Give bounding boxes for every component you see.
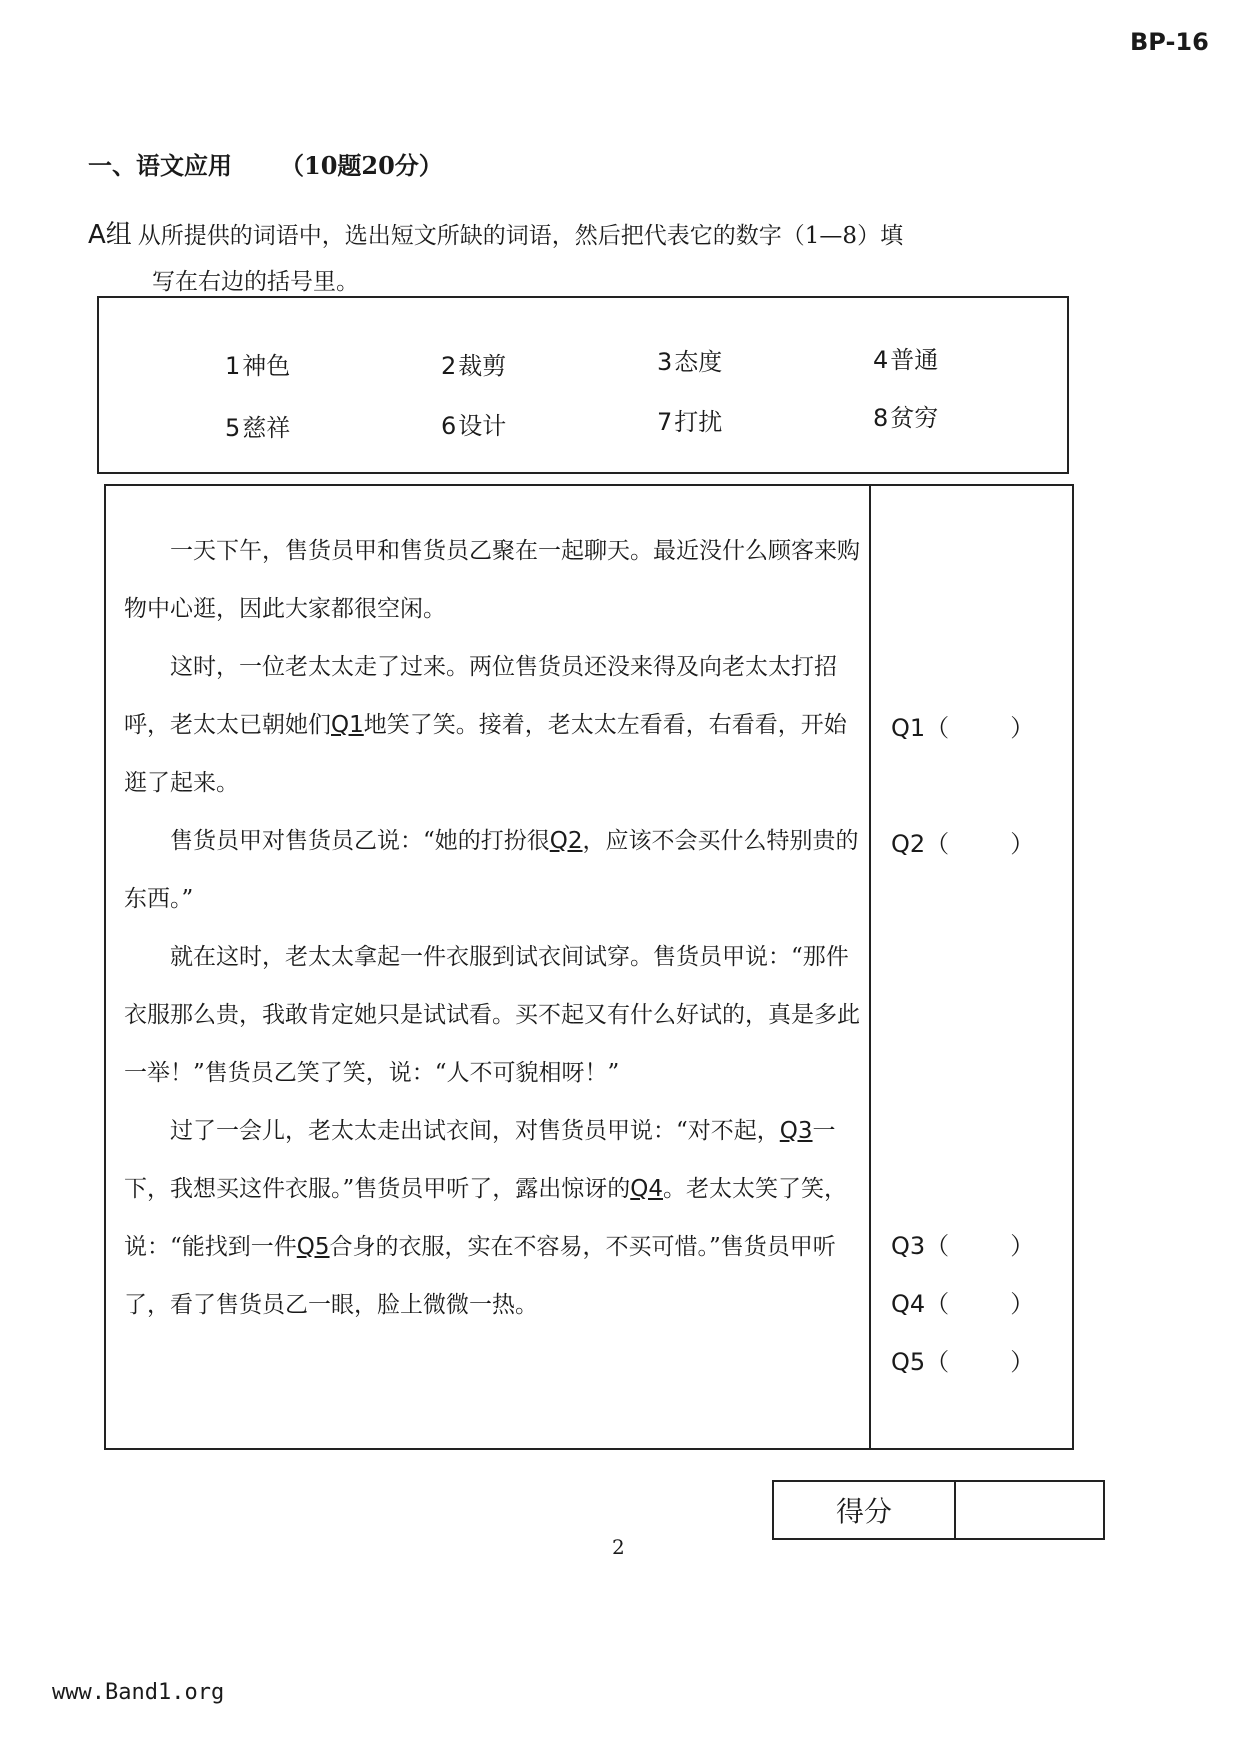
blank-q2: Q2 — [549, 828, 583, 854]
page-number: 2 — [612, 1535, 625, 1559]
word-option: 3态度 — [657, 348, 723, 376]
answer-slot-q4[interactable]: Q4（ ） — [891, 1290, 1035, 1318]
instruction — [88, 212, 1088, 305]
column-divider — [869, 486, 871, 1448]
section-heading: 一、语文应用 — [88, 151, 232, 180]
blank-q1: Q1 — [331, 712, 364, 738]
score-label: 得分 — [774, 1482, 956, 1538]
word-option: 4普通 — [873, 346, 939, 374]
blank-q5: Q5 — [296, 1234, 330, 1260]
answer-slot-q2[interactable]: Q2（ ） — [891, 830, 1035, 858]
section-title — [88, 146, 443, 181]
paragraph-2: 这时，一位老太太走了过来。两位售货员还没来得及向老太太打招呼，老太太已朝她们Q1地笑了笑。接着，老太太左看看，右看看，开始逛了起来。 — [124, 654, 847, 796]
website-footer: www.Band1.org — [52, 1680, 225, 1705]
paragraph-3: 售货员甲对售货员乙说：“她的打扮很Q2，应该不会买什么特别贵的东西。” — [124, 828, 859, 912]
answer-slot-q1[interactable]: Q1（ ） — [891, 714, 1035, 742]
word-option: 1神色 — [225, 352, 291, 380]
blank-q4: Q4 — [630, 1176, 664, 1202]
instruction-line-2: 写在右边的括号里。 — [152, 269, 359, 295]
passage-box — [104, 484, 1074, 1450]
page-code: BP-16 — [1130, 28, 1209, 56]
paragraph-1: 一天下午，售货员甲和售货员乙聚在一起聊天。最近没什么顾客来购物中心逛，因此大家都很空闲。 — [124, 538, 860, 622]
instruction-line-1: 从所提供的词语中，选出短文所缺的词语，然后把代表它的数字（1—8）填 — [137, 223, 904, 249]
group-label: A组 — [88, 220, 132, 250]
answer-slot-q5[interactable]: Q5（ ） — [891, 1348, 1035, 1376]
paragraph-4: 就在这时，老太太拿起一件衣服到试衣间试穿。售货员甲说：“那件衣服那么贵，我敢肯定她只是试试看。买不起又有什么好试的，真是多此一举！”售货员乙笑了笑，说：“人不可貌相呀！” — [124, 944, 860, 1086]
word-option: 7打扰 — [657, 408, 723, 436]
word-option: 8贫穷 — [873, 404, 939, 432]
paragraph-5: 过了一会儿，老太太走出试衣间，对售货员甲说：“对不起，Q3一下，我想买这件衣服。”售货员甲听了，露出惊讶的Q4。老太太笑了笑，说：“能找到一件Q5合身的衣服，实在不容易，不买可惜。”售货员甲听了，看了售货员乙一眼，脸上微微一热。 — [124, 1118, 848, 1318]
answer-slot-q3[interactable]: Q3（ ） — [891, 1232, 1035, 1260]
score-box[interactable] — [772, 1480, 1105, 1540]
word-option: 2裁剪 — [441, 352, 507, 380]
word-option: 6设计 — [441, 412, 507, 440]
section-points: （10题20分） — [280, 151, 443, 180]
blank-q3: Q3 — [779, 1118, 813, 1144]
word-options-box — [97, 296, 1069, 474]
word-option: 5慈祥 — [225, 414, 291, 442]
passage-text — [124, 522, 864, 1334]
